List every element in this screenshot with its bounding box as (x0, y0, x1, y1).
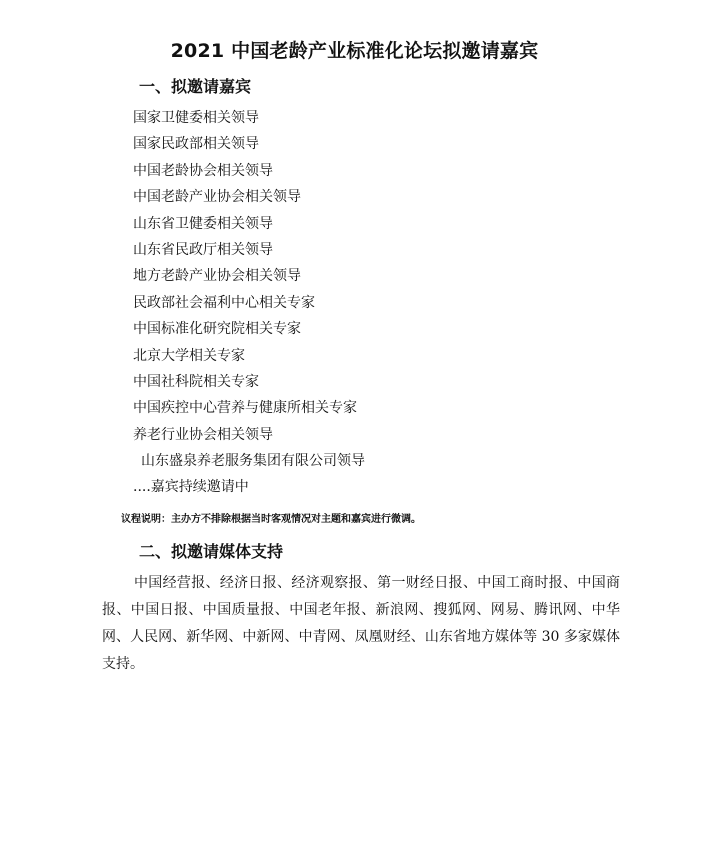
list-item: 民政部社会福利中心相关专家 (133, 294, 315, 311)
page-title: 2021 中国老龄产业标准化论坛拟邀请嘉宾 (170, 40, 539, 62)
media-paragraph: 中国经营报、经济日报、经济观察报、第一财经日报、中国工商时报、中国商报、中国日报、中国质量报、中国老年报、新浪网、搜狐网、网易、腾讯网、中华网、人民网、新华网、中新网、中青网、凤凰财经、山东省地方媒体等 30 多家媒体支持。 (102, 575, 620, 672)
list-item: ....嘉宾持续邀请中 (133, 479, 249, 496)
guest-list (133, 108, 365, 504)
list-item: 地方老龄产业协会相关领导 (133, 268, 301, 285)
list-item: 中国疾控中心营养与健康所相关专家 (133, 400, 357, 417)
list-item: 中国老龄产业协会相关领导 (133, 189, 301, 206)
list-item: 北京大学相关专家 (133, 347, 245, 364)
section-heading-guests: 一、拟邀请嘉宾 (139, 77, 252, 96)
list-item: 国家卫健委相关领导 (133, 110, 259, 126)
list-item: 养老行业协会相关领导 (133, 426, 273, 443)
list-item: 山东盛泉养老服务集团有限公司领导 (141, 453, 365, 470)
list-item: 山东省卫健委相关领导 (133, 215, 273, 232)
list-item: 中国老龄协会相关领导 (133, 162, 273, 179)
list-item: 国家民政部相关领导 (133, 136, 259, 153)
list-item: 中国标准化研究院相关专家 (133, 321, 301, 338)
list-item: 山东省民政厅相关领导 (133, 241, 273, 258)
section-heading-media: 二、拟邀请媒体支持 (139, 542, 284, 561)
list-item: 中国社科院相关专家 (133, 373, 259, 390)
agenda-note: 议程说明：主办方不排除根据当时客观情况对主题和嘉宾进行微调。 (121, 514, 421, 525)
